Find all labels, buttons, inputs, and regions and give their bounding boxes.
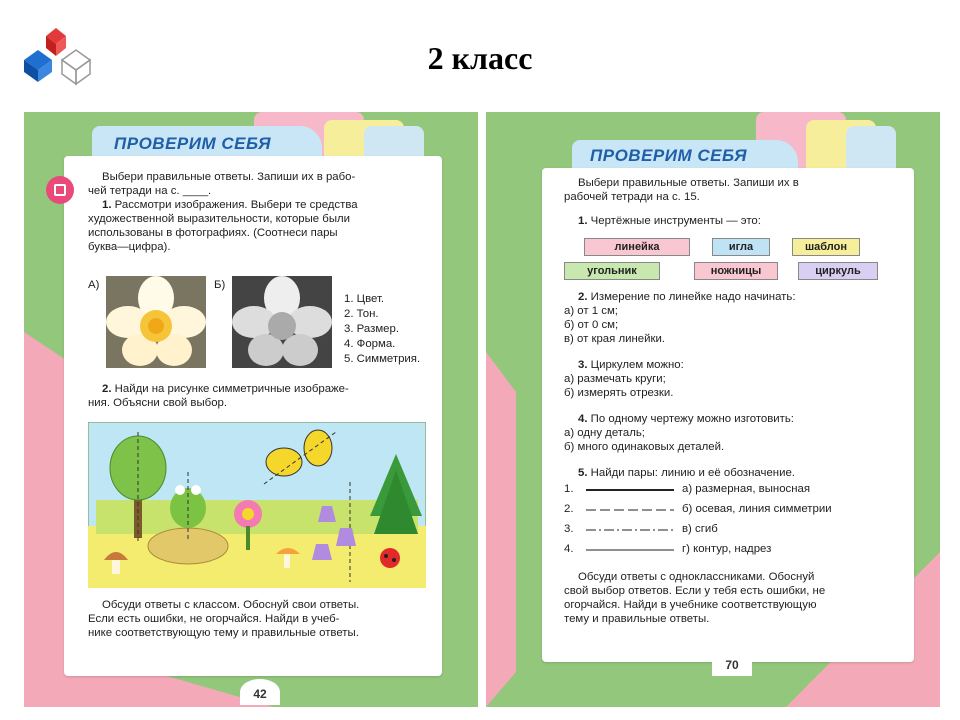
question-2-line: ния. Объясни свой выбор. [88, 397, 228, 409]
book-icon [46, 176, 74, 204]
intro-line: рабочей тетради на с. 15. [564, 191, 700, 203]
tool-option: ножницы [694, 262, 778, 280]
question-1: 1. Чертёжные инструменты — это: [578, 215, 761, 227]
option-item: 1. Цвет. [344, 293, 385, 305]
question-2: 2. Найди на рисунке симметричные изображе- [102, 383, 349, 395]
footer-line: свой выбор ответов. Если у тебя есть ошибки, не [564, 585, 826, 597]
option-item: 5. Симметрия. [344, 353, 421, 365]
tool-option: угольник [564, 262, 660, 280]
section-header: ПРОВЕРИМ СЕБЯ [590, 146, 747, 165]
page-number: 42 [240, 679, 280, 705]
line-solid-thin [586, 548, 674, 552]
pair-number: 3. [564, 523, 574, 535]
question-4: 4. По одному чертежу можно изготовить: [578, 413, 794, 425]
option-item: 4. Форма. [344, 338, 396, 350]
answer-option: в) от края линейки. [564, 333, 665, 345]
answer-option: а) от 1 см; [564, 305, 618, 317]
option-item: 2. Тон. [344, 308, 379, 320]
intro-line: Выбери правильные ответы. Запиши их в [578, 177, 799, 189]
question-5: 5. Найди пары: линию и её обозначение. [578, 467, 795, 479]
question-1-line: художественной выразительности, которые были [88, 213, 351, 225]
footer-line: Обсуди ответы с одноклассниками. Обоснуй [578, 571, 815, 583]
line-solid-thick [586, 488, 674, 492]
question-1: 1. Рассмотри изображения. Выбери те средства [102, 199, 358, 211]
answer-option: б) от 0 см; [564, 319, 619, 331]
symmetry-scene-illustration [88, 422, 426, 588]
intro-line: Выбери правильные ответы. Запиши их в рабо- [102, 171, 356, 183]
footer-line: тему и правильные ответы. [564, 613, 710, 625]
tool-option: игла [712, 238, 770, 256]
answer-option: а) размечать круги; [564, 373, 666, 385]
tool-option: шаблон [792, 238, 860, 256]
pair-number: 4. [564, 543, 574, 555]
pair-answer: г) контур, надрез [682, 543, 772, 555]
section-header: ПРОВЕРИМ СЕБЯ [114, 134, 271, 153]
slide-title: 2 класс [427, 40, 533, 76]
page-number: 70 [712, 650, 752, 676]
intro-line: чей тетради на с. ____. [88, 185, 212, 197]
pair-answer: в) сгиб [682, 523, 718, 535]
footer-line: огорчайся. Найди в учебнике соответствующую [564, 599, 817, 611]
question-1-line: буква—цифра). [88, 241, 171, 253]
pair-answer: а) размерная, выносная [682, 483, 811, 495]
pair-answer: б) осевая, линия симметрии [682, 503, 832, 515]
answer-option: б) измерять отрезки. [564, 387, 674, 399]
line-dash-dot [586, 528, 674, 532]
left-sheet [64, 156, 442, 676]
label-b: Б) [214, 279, 226, 291]
footer-line: Если есть ошибки, не огорчайся. Найди в учеб- [88, 613, 340, 625]
pair-number: 2. [564, 503, 574, 515]
question-2: 2. Измерение по линейке надо начинать: [578, 291, 796, 303]
right-sheet [542, 168, 914, 662]
question-1-line: использованы в фотографиях. (Соотнеси пары [88, 227, 338, 239]
grayscale-flower-photo [232, 276, 332, 368]
option-item: 3. Размер. [344, 323, 399, 335]
left-textbook-page [24, 112, 478, 707]
tool-option: циркуль [798, 262, 878, 280]
footer-line: Обсуди ответы с классом. Обоснуй свои ответы. [102, 599, 360, 611]
pair-number: 1. [564, 483, 574, 495]
answer-option: а) одну деталь; [564, 427, 645, 439]
label-a: А) [88, 279, 100, 291]
line-dashed [586, 508, 674, 512]
color-flower-photo [106, 276, 206, 368]
tool-option: линейка [584, 238, 690, 256]
question-3: 3. Циркулем можно: [578, 359, 684, 371]
footer-line: нике соответствующую тему и правильные ответы. [88, 627, 359, 639]
answer-option: б) много одинаковых деталей. [564, 441, 725, 453]
right-textbook-page [486, 112, 940, 707]
